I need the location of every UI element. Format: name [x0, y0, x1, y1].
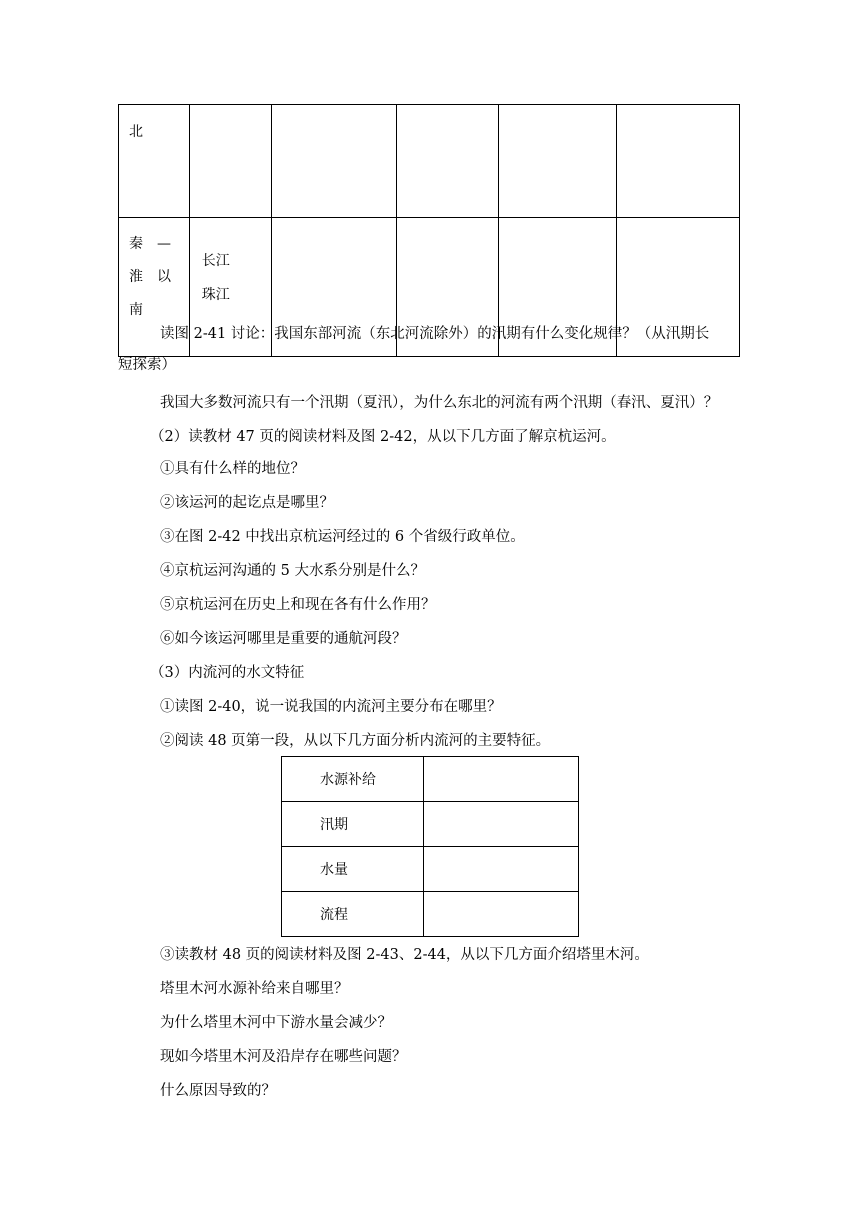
section-heading: （2）读教材 47 页的阅读材料及图 2-42，从以下几方面了解京杭运河。 — [150, 429, 616, 445]
region-label-line: 南 — [129, 302, 143, 318]
river-name: 珠江 — [201, 287, 230, 303]
question-item: ⑥如今该运河哪里是重要的通航河段？ — [160, 631, 407, 647]
feature-label: 流程 — [282, 892, 424, 937]
table-row — [119, 105, 740, 218]
question-item: ②阅读 48 页第一段，从以下几方面分析内流河的主要特征。 — [160, 733, 551, 749]
region-label-line: 秦 — — [129, 236, 171, 252]
river-name: 长江 — [201, 253, 230, 269]
inland-river-features-table — [281, 756, 579, 937]
question-item: ②该运河的起讫点是哪里？ — [160, 495, 334, 511]
question-item: ④京杭运河沟通的 5 大水系分别是什么？ — [160, 563, 425, 579]
feature-label: 汛期 — [282, 802, 424, 847]
section-heading: （3）内流河的水文特征 — [150, 665, 305, 681]
answer-cell — [424, 892, 579, 937]
paragraph-line: 读图 2-41 讨论：我国东部河流（东北河流除外）的汛期有什么变化规律？（从汛期长 — [160, 326, 710, 342]
table-cell — [397, 105, 499, 218]
table-row — [282, 847, 579, 892]
table-cell — [616, 105, 739, 218]
region-label-north: 北 — [129, 124, 143, 140]
question-item: ③在图 2-42 中找出京杭运河经过的 6 个省级行政单位。 — [160, 529, 525, 545]
question-item: ①读图 2-40，说一说我国的内流河主要分布在哪里？ — [160, 699, 502, 715]
answer-cell — [424, 757, 579, 802]
river-comparison-table — [118, 104, 740, 357]
table-cell — [189, 105, 271, 218]
feature-label: 水量 — [282, 847, 424, 892]
table-cell — [272, 105, 397, 218]
question-item: 现如今塔里木河及沿岸存在哪些问题？ — [160, 1049, 407, 1065]
question-item: ⑤京杭运河在历史上和现在各有什么作用？ — [160, 597, 436, 613]
question-item: ①具有什么样的地位？ — [160, 461, 305, 477]
table-row — [282, 892, 579, 937]
answer-cell — [424, 802, 579, 847]
table-row — [282, 757, 579, 802]
region-label-line: 淮 以 — [129, 269, 171, 285]
table-row — [282, 802, 579, 847]
question-item: ③读教材 48 页的阅读材料及图 2-43、2-44，从以下几方面介绍塔里木河。 — [160, 947, 649, 963]
question-item: 塔里木河水源补给来自哪里？ — [160, 981, 349, 997]
question-item: 为什么塔里木河中下游水量会减少？ — [160, 1015, 392, 1031]
feature-label: 水源补给 — [282, 757, 424, 802]
paragraph-line: 我国大多数河流只有一个汛期（夏汛），为什么东北的河流有两个汛期（春汛、夏汛）？ — [160, 395, 719, 411]
region-cell-north — [119, 105, 190, 218]
question-item: 什么原因导致的？ — [160, 1083, 276, 1099]
table-cell — [499, 105, 616, 218]
answer-cell — [424, 847, 579, 892]
paragraph-line: 短探索） — [118, 357, 176, 373]
